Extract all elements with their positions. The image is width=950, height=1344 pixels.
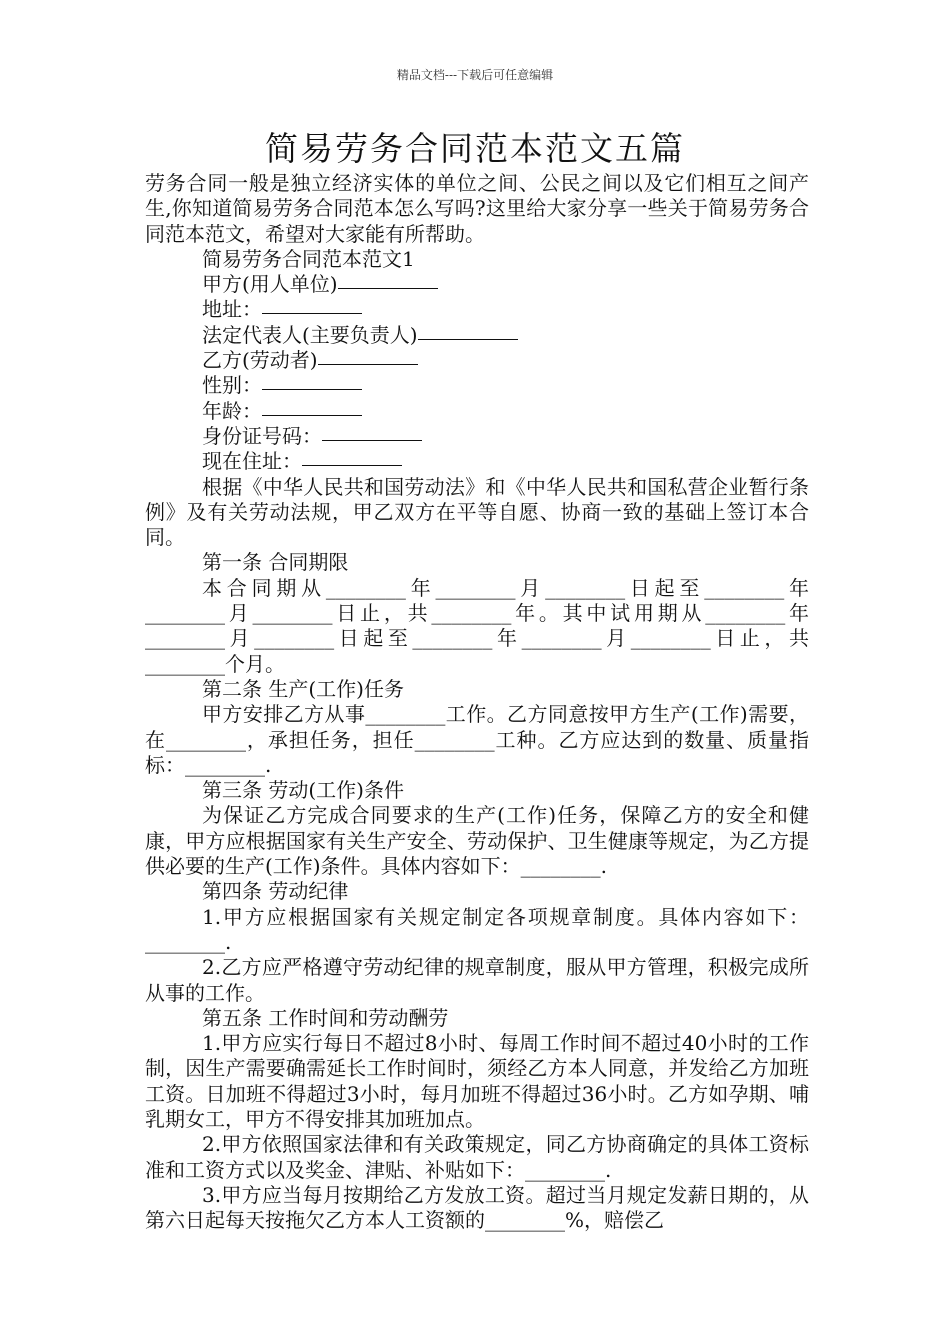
fill-blank [318, 363, 418, 365]
field-id-number [145, 424, 809, 449]
preamble-paragraph: 根据《中华人民共和国劳动法》和《中华人民共和国私营企业暂行条例》及有关劳动法规，甲乙双方在平等自愿、协商一致的基础上签订本合同。 [145, 474, 809, 550]
header-note: 精品文档---下载后可任意编辑 [396, 68, 554, 82]
field-label: 乙方(劳动者) [202, 348, 318, 373]
fill-blank [322, 439, 422, 441]
article-5-item: 2.甲方依照国家法律和有关政策规定，同乙方协商确定的具体工资标准和工资方式以及奖金、津贴、补贴如下：________. [145, 1132, 809, 1182]
document-title: 简易劳务合同范本范文五篇 [265, 129, 685, 168]
intro-paragraph: 劳务合同一般是独立经济实体的单位之间、公民之间以及它们相互之间产生,你知道简易劳务合同范本怎么写吗?这里给大家分享一些关于简易劳务合同范本范文，希望对大家能有所帮助。 [145, 171, 809, 246]
article-4-item: 2.乙方应严格遵守劳动纪律的规章制度，服从甲方管理，积极完成所从事的工作。 [145, 955, 809, 1005]
fill-blank [338, 287, 438, 289]
field-party-a [145, 272, 809, 297]
article-5-item: 1.甲方应实行每日不超过8小时、每周工作时间不超过40小时的工作制，因生产需要确需延长工作时间时，须经乙方本人同意，并发给乙方加班工资。日加班不得超过3小时，每月加班不得超过36小时。乙方如孕期、哺乳期女工，甲方不得安排其加班加点。 [145, 1031, 809, 1131]
fill-blank [302, 464, 402, 466]
article-2-text: 甲方安排乙方从事________工作。乙方同意按甲方生产(工作)需要，在________，承担任务，担任________工种。乙方应达到的数量、质量指标：________. [145, 702, 809, 777]
field-current-address [145, 449, 809, 474]
field-label: 身份证号码： [202, 423, 322, 448]
field-age [145, 399, 809, 424]
fill-blank [262, 312, 362, 314]
article-5-title: 第五条 工作时间和劳动酬劳 [202, 1005, 449, 1030]
article-1-title: 第一条 合同期限 [202, 550, 349, 575]
article-1-text: 本合同期从________年________月________日起至________年________月________日止，共________年。其中试用期从________年________月________日起至________年________月________日止，共________个月。 [145, 575, 809, 676]
document-body [145, 171, 809, 1233]
fill-blank [262, 414, 362, 416]
field-label: 法定代表人(主要负责人) [202, 322, 418, 347]
fill-blank [418, 338, 518, 340]
field-label: 地址： [202, 297, 262, 322]
article-5-item: 3.甲方应当每月按期给乙方发放工资。超过当月规定发薪日期的，从第六日起每天按拖欠乙方本人工资额的________%，赔偿乙 [145, 1182, 809, 1233]
article-3-title: 第三条 劳动(工作)条件 [202, 778, 404, 803]
fill-blank [262, 388, 362, 390]
field-label: 现在住址： [202, 449, 302, 474]
field-label: 甲方(用人单位) [202, 272, 338, 297]
article-2-title: 第二条 生产(工作)任务 [202, 676, 404, 701]
field-party-b [145, 348, 809, 373]
sample-heading: 简易劳务合同范本范文1 [202, 246, 415, 271]
article-4-title: 第四条 劳动纪律 [202, 879, 349, 904]
field-label: 年龄： [202, 398, 262, 423]
field-legal-rep [145, 323, 809, 348]
article-3-text: 为保证乙方完成合同要求的生产(工作)任务，保障乙方的安全和健康，甲方应根据国家有关生产安全、劳动保护、卫生健康等规定，为乙方提供必要的生产(工作)条件。具体内容如下：________. [145, 803, 809, 879]
field-gender [145, 373, 809, 398]
field-address [145, 297, 809, 322]
article-4-item: 1.甲方应根据国家有关规定制定各项规章制度。具体内容如下：________. [145, 904, 809, 954]
field-label: 性别： [202, 373, 262, 398]
